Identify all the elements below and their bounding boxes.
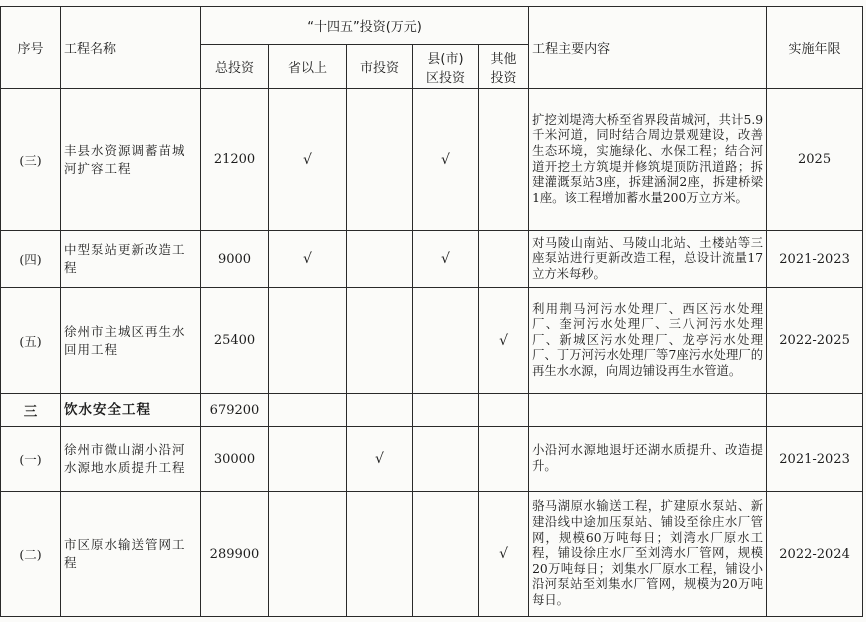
row-provincial-check — [269, 288, 347, 394]
header-total-investment: 总投资 — [201, 45, 269, 89]
row-city-check — [347, 89, 413, 231]
section-name: 饮水安全工程 — [61, 394, 201, 427]
row-other-check — [479, 89, 529, 231]
row-main-content: 骆马湖原水输送工程，扩建原水泵站、新建沿线中途加压泵站、铺设至徐庄水厂管网，规模60万吨每日；刘湾水厂原水工程，铺设徐庄水厂至刘湾水厂管网，规模20万吨每日；刘集水厂原水工程，铺设小沿河泵站至刘集水厂管网，规模为20万吨每日。 — [529, 492, 767, 617]
row-total-investment: 25400 — [201, 288, 269, 394]
row-period: 2021-2023 — [767, 427, 863, 492]
row-provincial-check: √ — [269, 231, 347, 288]
row-main-content: 小沿河水源地退圩还湖水质提升、改造提升。 — [529, 427, 767, 492]
row-seq: (一) — [1, 427, 61, 492]
header-county-line1: 县(市) — [427, 51, 464, 67]
header-project-name: 工程名称 — [61, 7, 201, 89]
header-row-top — [1, 7, 863, 45]
table-row — [1, 231, 863, 288]
row-seq: (四) — [1, 231, 61, 288]
row-county-check: √ — [413, 231, 479, 288]
section-period — [767, 394, 863, 427]
row-project-name: 市区原水输送管网工程 — [61, 492, 201, 617]
row-period: 2022-2025 — [767, 288, 863, 394]
row-provincial-check: √ — [269, 89, 347, 231]
header-city: 市投资 — [347, 45, 413, 89]
row-city-check: √ — [347, 427, 413, 492]
header-period: 实施年限 — [767, 7, 863, 89]
section-provincial-check — [269, 394, 347, 427]
row-main-content: 利用荆马河污水处理厂、西区污水处理厂、奎河污水处理厂、三八河污水处理厂、新城区污水处理厂、龙亭污水处理厂、丁万河污水处理厂等7座污水处理厂的再生水水源，向周边铺设再生水管道。 — [529, 288, 767, 394]
header-provincial: 省以上 — [269, 45, 347, 89]
row-city-check — [347, 231, 413, 288]
row-project-name: 徐州市微山湖小沿河水源地水质提升工程 — [61, 427, 201, 492]
row-period: 2022-2024 — [767, 492, 863, 617]
row-period: 2021-2023 — [767, 231, 863, 288]
header-county-line2: 区投资 — [425, 70, 465, 86]
row-other-check: √ — [479, 288, 529, 394]
row-total-investment: 9000 — [201, 231, 269, 288]
table-row — [1, 89, 863, 231]
header-main-content: 工程主要内容 — [529, 7, 767, 89]
section-row — [1, 394, 863, 427]
row-other-check — [479, 231, 529, 288]
header-seq: 序号 — [1, 7, 61, 89]
header-other-line2: 投资 — [490, 70, 517, 86]
row-project-name: 丰县水资源调蓄苗城河扩容工程 — [61, 89, 201, 231]
header-investment-group: “十四五”投资(万元) — [201, 7, 529, 45]
row-other-check — [479, 427, 529, 492]
section-city-check — [347, 394, 413, 427]
row-provincial-check — [269, 427, 347, 492]
section-other-check — [479, 394, 529, 427]
row-seq: (五) — [1, 288, 61, 394]
row-seq: (二) — [1, 492, 61, 617]
row-county-check — [413, 288, 479, 394]
row-total-investment: 21200 — [201, 89, 269, 231]
row-total-investment: 289900 — [201, 492, 269, 617]
investment-table — [0, 6, 863, 617]
section-seq: 三 — [1, 394, 61, 427]
row-county-check: √ — [413, 89, 479, 231]
row-provincial-check — [269, 492, 347, 617]
row-county-check — [413, 492, 479, 617]
row-project-name: 徐州市主城区再生水回用工程 — [61, 288, 201, 394]
header-other — [479, 45, 529, 89]
row-seq: (三) — [1, 89, 61, 231]
section-county-check — [413, 394, 479, 427]
table-row — [1, 492, 863, 617]
row-county-check — [413, 427, 479, 492]
row-city-check — [347, 288, 413, 394]
row-city-check — [347, 492, 413, 617]
section-total-investment: 679200 — [201, 394, 269, 427]
table-row — [1, 427, 863, 492]
header-county — [413, 45, 479, 89]
row-total-investment: 30000 — [201, 427, 269, 492]
row-project-name: 中型泵站更新改造工程 — [61, 231, 201, 288]
row-main-content: 对马陵山南站、马陵山北站、土楼站等三座泵站进行更新改造工程，总设计流量17立方米每秒。 — [529, 231, 767, 288]
header-other-line1: 其他 — [490, 51, 517, 67]
table-row — [1, 288, 863, 394]
row-period: 2025 — [767, 89, 863, 231]
section-main-content — [529, 394, 767, 427]
row-other-check: √ — [479, 492, 529, 617]
row-main-content: 扩挖刘堤湾大桥至省界段苗城河，共计5.9千米河道，同时结合周边景观建设，改善生态环境，实施绿化、水保工程；结合河道开挖土方筑堤并修筑堤顶防汛道路；拆建灌溉泵站3座，拆建涵洞2座，拆建桥梁1座。该工程增加蓄水量200万立方米。 — [529, 89, 767, 231]
